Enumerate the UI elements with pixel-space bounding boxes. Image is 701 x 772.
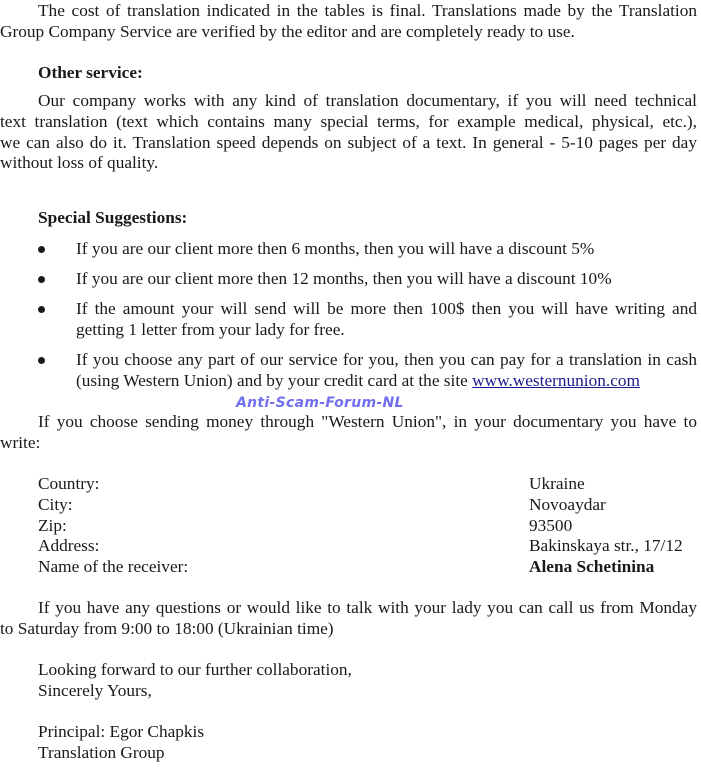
field-value: Bakinskaya str., 17/12 <box>529 536 683 555</box>
bullet-icon <box>38 246 45 253</box>
suggestion-text: (using Western Union) and by your credit card at the site <box>76 370 473 390</box>
bullet-icon <box>38 357 45 364</box>
field-label: Zip: <box>38 516 67 535</box>
field-value: Alena Schetinina <box>529 557 655 576</box>
suggestion-text: If you choose any part of our service for you, then you can pay for a translation in cash <box>76 350 697 369</box>
field-value: 93500 <box>529 516 573 535</box>
other-service-line: text translation (text which contains many special terms, for example medical, physical, etc.), <box>0 111 697 131</box>
intro-paragraph <box>0 1 697 43</box>
field-label: Country: <box>38 474 100 493</box>
other-service-line: without loss of quality. <box>0 153 159 173</box>
signature-company: Translation Group <box>38 743 165 762</box>
suggestion-text: If you are our client more then 12 months, then you will have a discount 10% <box>76 269 612 288</box>
intro-line: The cost of translation indicated in the tables is final. Translations made by the Translation <box>38 1 697 20</box>
closing-line: Sincerely Yours, <box>38 681 152 700</box>
field-label: Name of the receiver: <box>38 557 189 576</box>
western-union-paragraph <box>0 412 697 454</box>
contact-line: to Saturday from 9:00 to 18:00 (Ukrainian time) <box>0 618 334 638</box>
special-suggestions-heading: Special Suggestions: <box>38 208 188 227</box>
suggestion-text: getting 1 letter from your lady for free. <box>76 319 345 339</box>
contact-line: If you have any questions or would like to talk with your lady you can call us from Monday <box>38 598 697 617</box>
contact-paragraph <box>0 598 697 640</box>
field-value: Ukraine <box>529 474 585 493</box>
other-service-heading: Other service: <box>38 63 143 82</box>
field-label: Address: <box>38 536 100 555</box>
other-service-paragraph <box>0 91 697 174</box>
closing-line: Looking forward to our further collaboration, <box>38 660 352 679</box>
watermark: Anti-Scam-Forum-NL <box>236 395 404 411</box>
westernunion-link[interactable]: www.westernunion.com <box>472 370 640 390</box>
bullet-icon <box>38 276 45 283</box>
field-label: City: <box>38 495 73 514</box>
other-service-line: Our company works with any kind of translation documentary, if you will need technical <box>38 91 697 110</box>
suggestion-text: If the amount your will send will be more then 100$ then you will have writing and <box>76 299 697 318</box>
field-value: Novoaydar <box>529 495 606 514</box>
intro-line: Group Company Service are verified by the editor and are completely ready to use. <box>0 21 575 41</box>
suggestion-text: If you are our client more then 6 months, then you will have a discount 5% <box>76 239 595 258</box>
other-service-line: we can also do it. Translation speed depends on subject of a text. In general - 5-10 pages per day <box>0 132 697 152</box>
bullet-icon <box>38 306 45 313</box>
western-union-line: write: <box>0 432 41 452</box>
signature-principal: Principal: Egor Chapkis <box>38 722 205 741</box>
western-union-line: If you choose sending money through "Western Union", in your documentary you have to <box>38 412 697 431</box>
